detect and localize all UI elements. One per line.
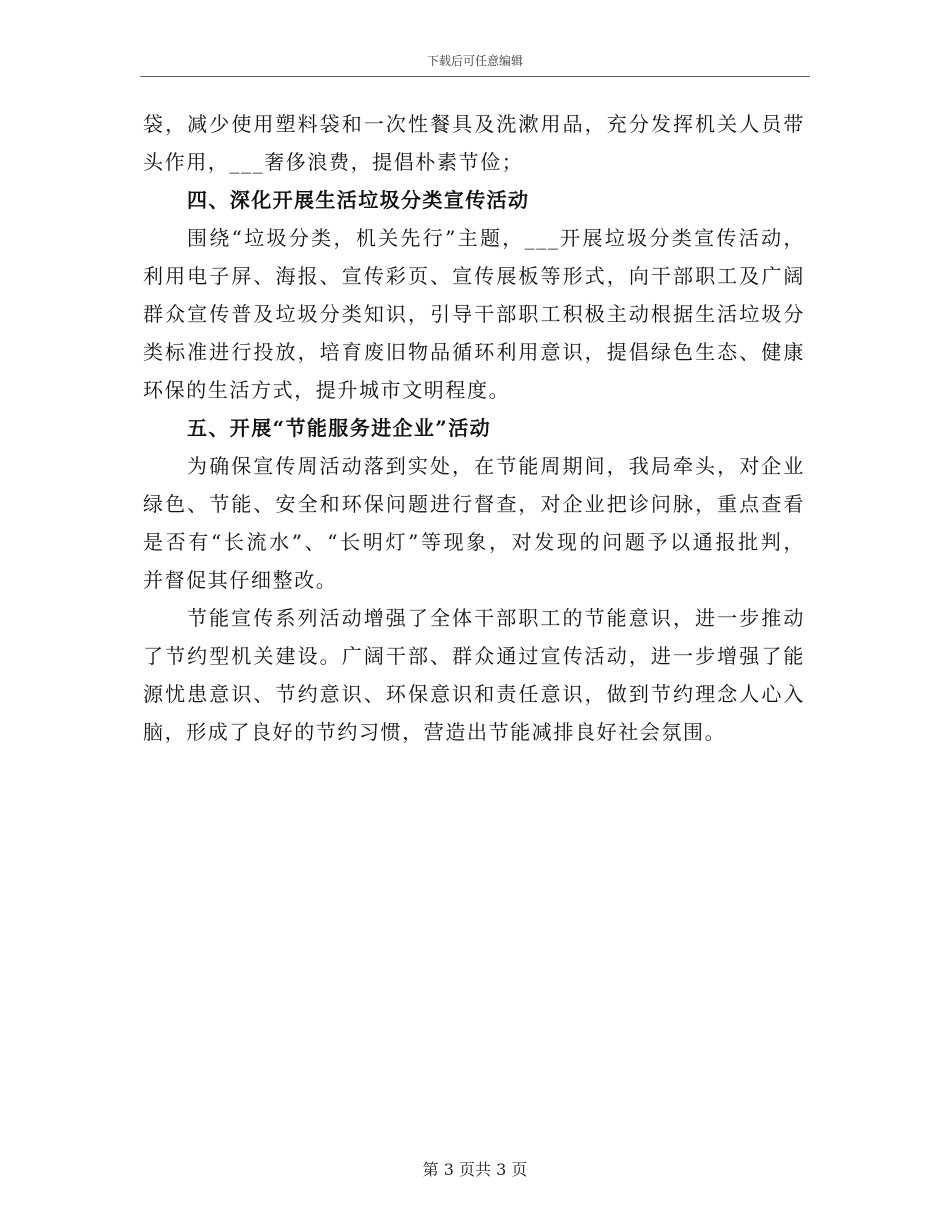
page-header: 下载后可任意编辑: [426, 54, 523, 68]
text-line: 袋，减少使用塑料袋和一次性餐具及洗漱用品，充分发挥机关人员带: [143, 112, 805, 136]
text-line: 绿色、节能、安全和环保问题进行督查，对企业把诊问脉，重点查看: [143, 492, 805, 516]
text-line: 了节约型机关建设。广阔干部、群众通过宣传活动，进一步增强了能: [143, 644, 805, 668]
text-line: 为确保宣传周活动落到实处，在节能周期间，我局牵头，对企业: [187, 454, 805, 478]
header-divider: [140, 76, 810, 77]
document-body: [143, 105, 805, 751]
text-line: 类标准进行投放，培育废旧物品循环利用意识，提倡绿色生态、健康: [143, 340, 805, 364]
text-line: 脑，形成了良好的节约习惯，营造出节能减排良好社会氛围。: [143, 720, 727, 744]
page-number-footer: 第 3 页共 3 页: [422, 1160, 528, 1179]
section-4-paragraph: [143, 219, 805, 409]
section-heading-4: 四、深化开展生活垃圾分类宣传活动: [187, 188, 530, 212]
text-line: 利用电子屏、海报、宣传彩页、宣传展板等形式，向干部职工及广阔: [143, 264, 805, 288]
section-5-paragraph: [143, 447, 805, 599]
text-line: 并督促其仔细整改。: [143, 568, 338, 592]
text-line: 头作用，___奢侈浪费，提倡朴素节俭；: [143, 150, 524, 174]
section-heading-5: 五、开展“节能服务进企业”活动: [187, 416, 492, 440]
paragraph-continued: [143, 105, 805, 181]
text-line: 群众宣传普及垃圾分类知识，引导干部职工积极主动根据生活垃圾分: [143, 302, 805, 326]
text-line: 环保的生活方式，提升城市文明程度。: [143, 378, 511, 402]
text-line: 源忧患意识、节约意识、环保意识和责任意识，做到节约理念人心入: [143, 682, 805, 706]
text-line: 围绕“垃圾分类，机关先行”主题，___开展垃圾分类宣传活动，: [187, 226, 805, 250]
text-line: 是否有“长流水”、“长明灯”等现象，对发现的问题予以通报批判，: [143, 530, 805, 554]
conclusion-paragraph: [143, 599, 805, 751]
text-line: 节能宣传系列活动增强了全体干部职工的节能意识，进一步推动: [187, 606, 805, 630]
